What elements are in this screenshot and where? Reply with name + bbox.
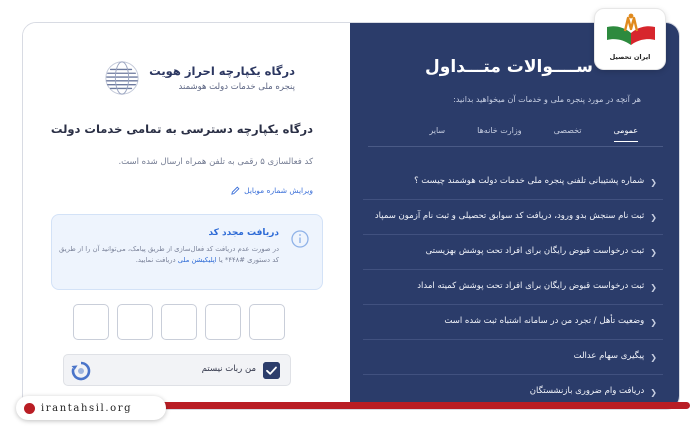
tab-ministries[interactable]: وزارت خانه‌ها [477, 126, 522, 135]
chevron-left-icon: ❮ [650, 318, 657, 327]
divider [363, 339, 663, 340]
faq-question[interactable] [363, 244, 663, 260]
faq-question[interactable] [363, 349, 663, 365]
faq-question[interactable] [363, 279, 663, 295]
tab-specialized[interactable]: تخصصی [553, 126, 582, 135]
faq-question[interactable] [363, 174, 663, 190]
divider [363, 304, 663, 305]
otp-digit-5[interactable] [249, 304, 285, 340]
tab-divider [368, 146, 663, 147]
chevron-left-icon: ❮ [650, 388, 657, 397]
resend-description [59, 244, 279, 266]
pencil-icon [231, 186, 240, 195]
decorative-red-stripe [150, 402, 690, 409]
screenshot-frame [22, 22, 680, 410]
otp-digit-2[interactable] [117, 304, 153, 340]
resend-desc-part3: دریافت نمایید. [135, 256, 178, 264]
otp-digit-4[interactable] [205, 304, 241, 340]
resend-desc-part2: یا [216, 256, 225, 264]
faq-question-text: ثبت نام سنجش بدو ورود، دریافت کد سوابق تحصیلی و ثبت نام آزمون سمپاد [374, 211, 645, 221]
login-panel [23, 23, 351, 410]
chevron-left-icon: ❮ [650, 178, 657, 187]
otp-sent-message: کد فعالسازی ۵ رقمی به تلفن همراه ارسال شده است. [118, 157, 313, 167]
site-watermark [16, 396, 166, 420]
chevron-left-icon: ❮ [650, 283, 657, 292]
faq-question-text: پیگیری سهام عدالت [573, 351, 645, 361]
chevron-left-icon: ❮ [650, 213, 657, 222]
otp-digit-3[interactable] [161, 304, 197, 340]
tab-general[interactable]: عمومی [614, 126, 638, 141]
faq-panel [350, 23, 680, 410]
divider [363, 234, 663, 235]
faq-title: ســــوالات متـــداول [425, 57, 593, 77]
faq-question-text: وضعیت تأهل / تجرد من در سامانه اشتباه ثبت شده است [444, 316, 645, 326]
brand-text [149, 64, 295, 92]
resend-code-box [51, 214, 323, 290]
info-icon [290, 229, 310, 249]
site-url: irantahsil.org [41, 402, 133, 414]
faq-question[interactable] [363, 314, 663, 330]
faq-question-text: دریافت وام ضروری بازنشستگان [529, 386, 645, 396]
captcha-checkbox[interactable] [263, 362, 280, 379]
chevron-left-icon: ❮ [650, 248, 657, 257]
resend-code-button[interactable]: دریافت مجدد کد [208, 228, 279, 238]
globe-icon [24, 403, 35, 414]
edit-mobile-label: ویرایش شماره موبایل [244, 186, 313, 195]
national-app-link[interactable]: اپلیکیشن ملی [177, 256, 217, 264]
faq-list [363, 174, 663, 400]
otp-digit-1[interactable] [73, 304, 109, 340]
faq-question-text: ثبت درخواست قبوض رایگان برای افراد تحت پوشش کمیته امداد [417, 281, 645, 291]
otp-input-row [73, 304, 303, 340]
book-logo-icon [595, 11, 667, 55]
captcha-widget [63, 354, 291, 386]
captcha-label: من ربات نیستم [201, 364, 256, 374]
faq-question[interactable] [363, 384, 663, 400]
recaptcha-icon [70, 360, 92, 382]
chevron-left-icon: ❮ [650, 353, 657, 362]
irantahsil-logo [594, 8, 666, 70]
login-heading: درگاه یکپارچه دسترسی به تمامی خدمات دولت [50, 122, 313, 136]
faq-question[interactable] [363, 209, 663, 225]
tab-other[interactable]: سایر [429, 126, 446, 135]
brand-subtitle: پنجره ملی خدمات دولت هوشمند [178, 82, 295, 92]
faq-question-text: شماره پشتیبانی تلفنی پنجره ملی خدمات دولت هوشمند چیست ؟ [414, 176, 645, 186]
divider [363, 269, 663, 270]
divider [363, 374, 663, 375]
resend-desc-part1: در صورت عدم دریافت کد فعال‌سازی از طریق پیامک، می‌توانید آن را از طریق کد دستوری [59, 245, 279, 264]
faq-question-text: ثبت درخواست قبوض رایگان برای افراد تحت پوشش بهزیستی [425, 246, 645, 256]
brand-header [75, 53, 295, 103]
faq-tabs [429, 126, 638, 141]
logo-caption: ایران تحصیل [609, 53, 651, 61]
faq-subtitle: هر آنچه در مورد پنجره ملی و خدمات آن میخواهید بدانید: [453, 95, 641, 104]
globe-logo-icon [103, 59, 141, 97]
brand-title: درگاه یکپارچه احراز هویت [149, 64, 295, 78]
edit-mobile-link[interactable] [231, 186, 313, 195]
ussd-code: #۴۴۸* [224, 256, 245, 264]
divider [363, 199, 663, 200]
